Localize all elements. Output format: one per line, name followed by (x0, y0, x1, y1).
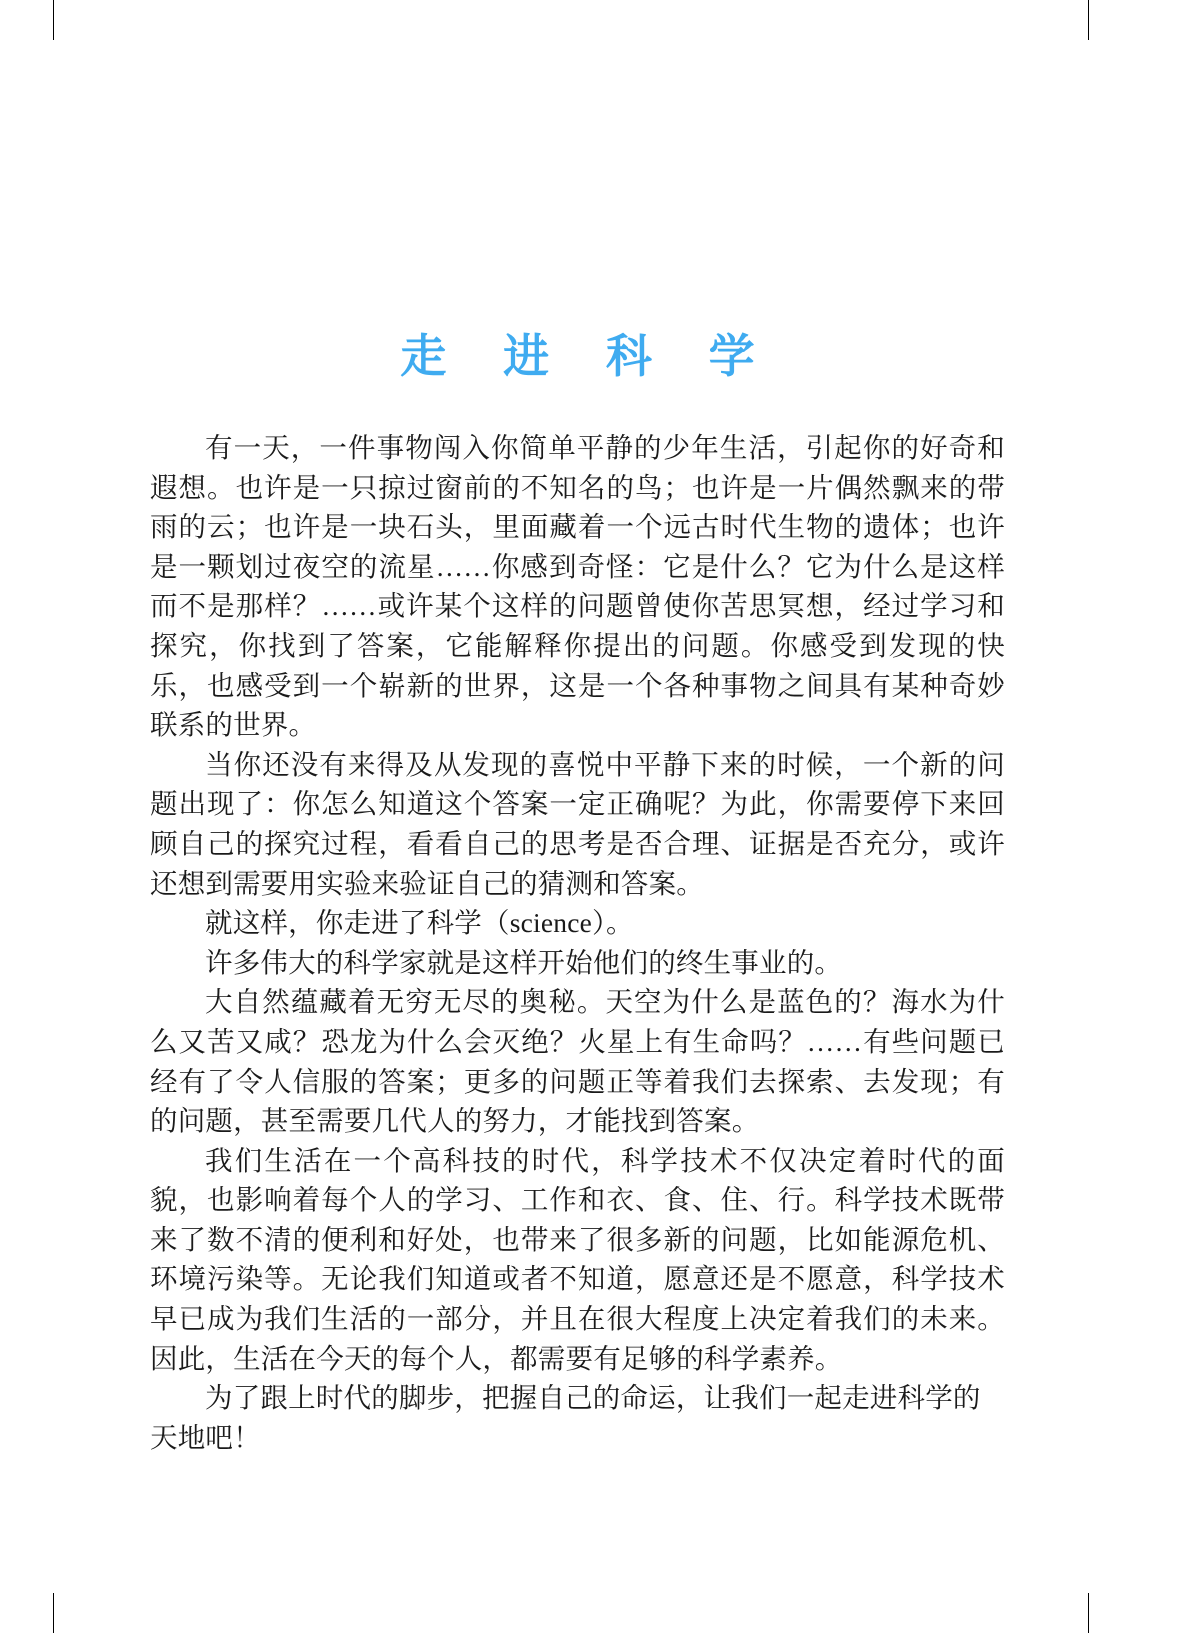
page-content (150, 0, 1005, 1633)
crop-mark-top-right (1088, 0, 1089, 40)
page-title: 走 进 科 学 (400, 329, 777, 382)
paragraph: 就这样，你走进了科学（science）。 (205, 907, 634, 939)
crop-mark-bottom-left (53, 1593, 54, 1633)
paragraph: 为了跟上时代的脚步，把握自己的命运，让我们一起走进科学的天地吧！ (150, 1382, 981, 1453)
body-text (150, 428, 1005, 1457)
title-block (150, 296, 1005, 416)
crop-mark-bottom-right (1088, 1593, 1089, 1633)
paragraph: 我们生活在一个高科技的时代，科学技术不仅决定着时代的面貌，也影响着每个人的学习、工作和衣、食、住、行。科学技术既带来了数不清的便利和好处，也带来了很多新的问题，比如能源危机、环境污染等。无论我们知道或者不知道，愿意还是不愿意，科学技术早已成为我们生活的一部分，并且在很大程度上决定着我们的未来。因此，生活在今天的每个人，都需要有足够的科学素养。 (150, 1144, 1005, 1374)
paragraph: 大自然蕴藏着无穷无尽的奥秘。天空为什么是蓝色的？海水为什么又苦又咸？恐龙为什么会灭绝？火星上有生命吗？……有些问题已经有了令人信服的答案；更多的问题正等着我们去探索、去发现；有的问题，甚至需要几代人的努力，才能找到答案。 (150, 986, 1005, 1137)
paragraph: 当你还没有来得及从发现的喜悦中平静下来的时候，一个新的问题出现了：你怎么知道这个答案一定正确呢？为此，你需要停下来回顾自己的探究过程，看看自己的思考是否合理、证据是否充分，或许还想到需要用实验来验证自己的猜测和答案。 (150, 748, 1005, 899)
paragraph: 有一天，一件事物闯入你简单平静的少年生活，引起你的好奇和遐想。也许是一只掠过窗前的不知名的鸟；也许是一片偶然飘来的带雨的云；也许是一块石头，里面藏着一个远古时代生物的遗体；也许是一颗划过夜空的流星……你感到奇怪：它是什么？它为什么是这样而不是那样？……或许某个这样的问题曾使你苦思冥想，经过学习和探究，你找到了答案，它能解释你提出的问题。你感受到发现的快乐，也感受到一个崭新的世界，这是一个各种事物之间具有某种奇妙联系的世界。 (150, 432, 1005, 741)
crop-mark-top-left (53, 0, 54, 40)
paragraph: 许多伟大的科学家就是这样开始他们的终生事业的。 (205, 946, 843, 978)
